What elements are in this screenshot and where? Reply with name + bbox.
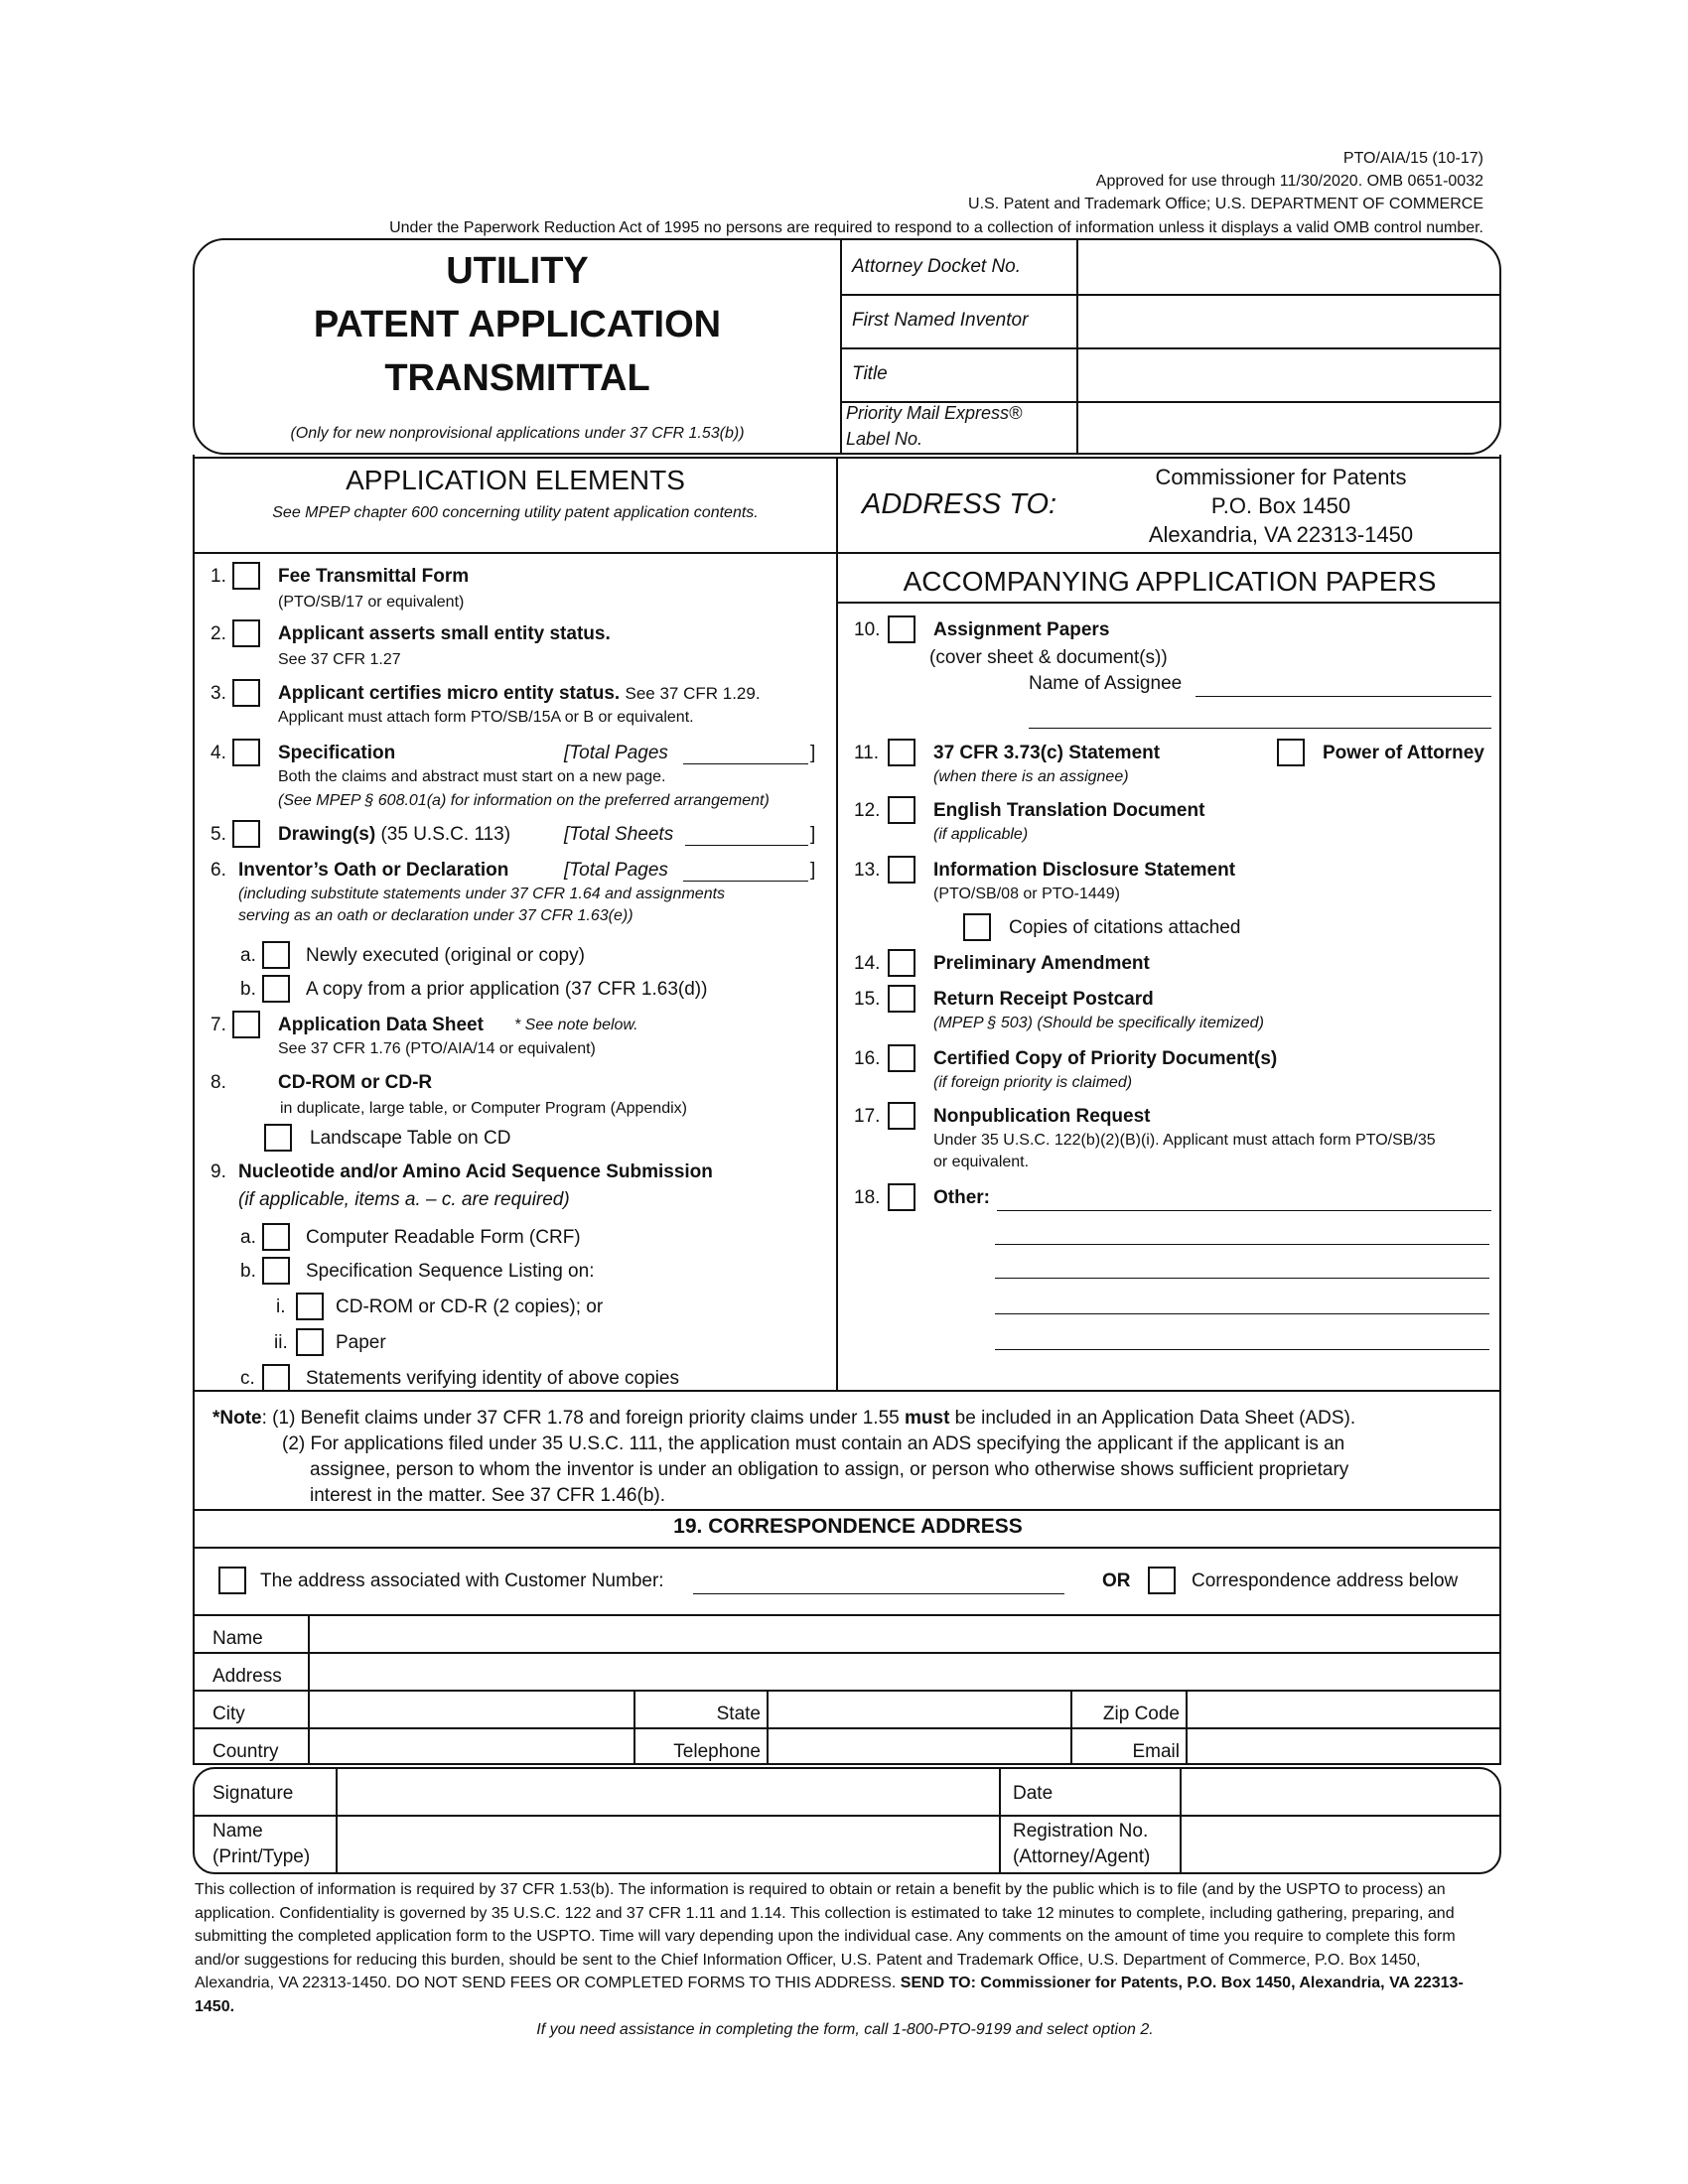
- docket-label: Attorney Docket No.: [852, 256, 1022, 277]
- state-input[interactable]: [771, 1694, 1066, 1725]
- item-2-number: 2.: [211, 623, 226, 644]
- form-id: PTO/AIA/15 (10-17): [1342, 150, 1483, 167]
- registration-label-1: Registration No.: [1013, 1821, 1149, 1842]
- item-11-checkbox[interactable]: [888, 739, 915, 766]
- sig-col-line: [999, 1769, 1001, 1872]
- item-2-label: Applicant asserts small entity status.: [278, 623, 611, 644]
- note-2-line-2: assignee, person to whom the inventor is under an obligation to assign, or person who otherwise shows sufficient proprietary: [310, 1459, 1349, 1480]
- item-4-bracket: ]: [810, 743, 816, 763]
- registration-label-2: (Attorney/Agent): [1013, 1846, 1151, 1867]
- item-9b-number: b.: [240, 1261, 256, 1282]
- addr-col-line: [1070, 1690, 1072, 1765]
- item-5-checkbox[interactable]: [232, 820, 260, 848]
- note-1-text: : (1) Benefit claims under 37 CFR 1.78 and foreign priority claims under 1.55: [261, 1408, 905, 1429]
- item-1-sub: (PTO/SB/17 or equivalent): [278, 594, 465, 611]
- corr-heading-line: [193, 1547, 1501, 1549]
- burden-send-to: SEND TO: Commissioner for Patents, P.O. Box 1450, Alexandria, VA 22313-1450.: [195, 1975, 1464, 2015]
- address-line-1: Commissioner for Patents: [1155, 465, 1407, 489]
- paperwork-text: Under the Paperwork Reduction Act of 1995 no persons are required to respond to a collection of information unless it displays a valid OMB control number.: [389, 219, 1483, 236]
- item-6a-checkbox[interactable]: [262, 941, 290, 969]
- assistance-text: If you need assistance in completing the form, call 1-800-PTO-9199 and select option 2.: [536, 2021, 1154, 2038]
- item-10-label: Assignment Papers: [933, 619, 1110, 640]
- item-8-landscape-checkbox[interactable]: [264, 1124, 292, 1152]
- item-9bi-checkbox[interactable]: [296, 1293, 324, 1320]
- main-top-line: [193, 457, 1501, 459]
- other-input-3[interactable]: [995, 1253, 1489, 1279]
- power-of-attorney-checkbox[interactable]: [1277, 739, 1305, 766]
- elements-heading: APPLICATION ELEMENTS: [346, 465, 685, 495]
- item-4-label: Specification: [278, 743, 396, 763]
- priority-label-1: Priority Mail Express®: [846, 403, 1023, 423]
- telephone-label: Telephone: [673, 1741, 761, 1762]
- title-line3: TRANSMITTAL: [384, 357, 650, 399]
- item-12-sub: (if applicable): [933, 826, 1029, 843]
- row-line: [841, 294, 1501, 296]
- approval-text: Approved for use through 11/30/2020. OMB 0651-0032: [1095, 173, 1483, 190]
- assignee-input[interactable]: [1196, 671, 1491, 697]
- other-input-5[interactable]: [995, 1324, 1489, 1350]
- customer-number-input[interactable]: [693, 1567, 1064, 1594]
- city-input[interactable]: [312, 1694, 630, 1725]
- item-7-label: Application Data Sheet: [278, 1015, 484, 1035]
- zip-input[interactable]: [1190, 1694, 1493, 1725]
- address-line-2: P.O. Box 1450: [1210, 493, 1351, 518]
- item-6-pages-input[interactable]: [683, 856, 808, 882]
- accompanying-heading: ACCOMPANYING APPLICATION PAPERS: [903, 566, 1437, 597]
- item-7-checkbox[interactable]: [232, 1011, 260, 1038]
- item-16-checkbox[interactable]: [888, 1044, 915, 1072]
- corr-top-line: [193, 1509, 1501, 1511]
- print-name-label-2: (Print/Type): [212, 1846, 311, 1867]
- item-15-checkbox[interactable]: [888, 985, 915, 1013]
- item-13-checkbox[interactable]: [888, 856, 915, 884]
- item-14-checkbox[interactable]: [888, 949, 915, 977]
- name-input[interactable]: [312, 1618, 1493, 1650]
- item-4-pages-input[interactable]: [683, 739, 808, 764]
- item-3-label-ref: See 37 CFR 1.29.: [625, 684, 761, 703]
- sig-col-line: [1180, 1769, 1182, 1872]
- item-12-number: 12.: [854, 800, 881, 821]
- item-9-label: Nucleotide and/or Amino Acid Sequence Submission: [238, 1161, 713, 1182]
- item-3-number: 3.: [211, 683, 226, 704]
- correspondence-below-label: Correspondence address below: [1192, 1570, 1459, 1591]
- addr-line: [193, 1614, 1501, 1616]
- note-2-line-3: interest in the matter. See 37 CFR 1.46(b).: [310, 1485, 666, 1506]
- item-9bii-label: Paper: [336, 1332, 386, 1353]
- item-17-sub2: or equivalent.: [933, 1154, 1030, 1170]
- item-16-label: Certified Copy of Priority Document(s): [933, 1048, 1278, 1069]
- name-label: Name: [212, 1628, 263, 1649]
- item-14-number: 14.: [854, 953, 881, 974]
- signature-input[interactable]: [340, 1771, 995, 1813]
- item-6a-number: a.: [240, 945, 256, 966]
- item-18-label: Other:: [933, 1187, 990, 1208]
- sig-row-line: [195, 1815, 1499, 1817]
- item-3-checkbox[interactable]: [232, 679, 260, 707]
- item-8-landscape-label: Landscape Table on CD: [310, 1128, 511, 1149]
- elements-subheading: See MPEP chapter 600 concerning utility patent application contents.: [272, 504, 759, 521]
- item-13-label: Information Disclosure Statement: [933, 860, 1236, 881]
- print-name-label-1: Name: [212, 1821, 263, 1842]
- item-4-checkbox[interactable]: [232, 739, 260, 766]
- state-label: State: [716, 1704, 761, 1724]
- item-13-sub: (PTO/SB/08 or PTO-1449): [933, 886, 1120, 902]
- item-7-sub: See 37 CFR 1.76 (PTO/AIA/14 or equivalent): [278, 1040, 596, 1057]
- registration-input[interactable]: [1184, 1819, 1481, 1870]
- item-2-sub: See 37 CFR 1.27: [278, 651, 401, 668]
- correspondence-below-checkbox[interactable]: [1148, 1567, 1176, 1594]
- item-11-label: 37 CFR 3.73(c) Statement: [933, 743, 1161, 763]
- item-1-checkbox[interactable]: [232, 562, 260, 590]
- item-5-label: [278, 824, 510, 846]
- item-5-sheets-input[interactable]: [685, 820, 808, 846]
- address-input[interactable]: [312, 1656, 1493, 1688]
- item-9-sub: (if applicable, items a. – c. are required): [238, 1189, 570, 1210]
- item-4-number: 4.: [211, 743, 226, 763]
- item-9c-number: c.: [240, 1368, 255, 1389]
- headings-line: [193, 552, 1501, 554]
- item-13-citations-label: Copies of citations attached: [1009, 917, 1241, 938]
- note-1-must: must: [905, 1408, 950, 1429]
- addr-line: [193, 1727, 1501, 1729]
- date-label: Date: [1013, 1783, 1054, 1804]
- item-16-sub: (if foreign priority is claimed): [933, 1074, 1133, 1091]
- address-label: Address: [212, 1666, 282, 1687]
- telephone-input[interactable]: [771, 1731, 1066, 1763]
- item-17-number: 17.: [854, 1106, 881, 1127]
- item-10-number: 10.: [854, 619, 881, 640]
- item-3-sub: Applicant must attach form PTO/SB/15A or B or equivalent.: [278, 709, 694, 726]
- title-input[interactable]: [1080, 351, 1477, 399]
- signature-label: Signature: [212, 1783, 294, 1804]
- date-input[interactable]: [1184, 1771, 1481, 1813]
- addr-col-line: [308, 1614, 310, 1765]
- item-3-label: [278, 683, 761, 705]
- item-9a-number: a.: [240, 1227, 256, 1248]
- inventor-input[interactable]: [1080, 298, 1477, 345]
- assignee-input-line2[interactable]: [1029, 701, 1491, 729]
- addr-line: [193, 1690, 1501, 1692]
- note-top-line: [193, 1390, 1501, 1392]
- item-9-number: 9.: [211, 1161, 226, 1182]
- item-9bii-checkbox[interactable]: [296, 1328, 324, 1356]
- title-line1: UTILITY: [446, 250, 589, 292]
- item-5-sheets-label: [Total Sheets: [564, 824, 674, 845]
- docket-input[interactable]: [1080, 244, 1477, 292]
- item-15-number: 15.: [854, 989, 881, 1010]
- addr-col-line: [767, 1690, 769, 1765]
- item-8-number: 8.: [211, 1072, 226, 1093]
- item-6-label: Inventor’s Oath or Declaration: [238, 860, 509, 881]
- item-6-pages-label: [Total Pages: [564, 860, 668, 881]
- other-input-2[interactable]: [995, 1219, 1489, 1245]
- item-6a-label: Newly executed (original or copy): [306, 945, 585, 966]
- item-1-label: Fee Transmittal Form: [278, 566, 470, 587]
- or-label: OR: [1102, 1570, 1131, 1591]
- power-of-attorney-label: Power of Attorney: [1323, 743, 1484, 763]
- item-4-pages-label: [Total Pages: [564, 743, 668, 763]
- item-9c-label: Statements verifying identity of above copies: [306, 1368, 679, 1389]
- customer-number-label: The address associated with Customer Number:: [260, 1570, 664, 1591]
- item-17-label: Nonpublication Request: [933, 1106, 1151, 1127]
- item-8-sub: in duplicate, large table, or Computer Program (Appendix): [280, 1100, 687, 1117]
- inventor-label: First Named Inventor: [852, 310, 1029, 331]
- item-16-number: 16.: [854, 1048, 881, 1069]
- item-17-checkbox[interactable]: [888, 1102, 915, 1130]
- other-input-1[interactable]: [997, 1185, 1491, 1211]
- note-2-line-1: (2) For applications filed under 35 U.S.C. 111, the application must contain an ADS specifying the applicant if the applicant is an: [282, 1433, 1345, 1454]
- item-2-checkbox[interactable]: [232, 619, 260, 647]
- item-12-label: English Translation Document: [933, 800, 1205, 821]
- item-18-number: 18.: [854, 1187, 881, 1208]
- item-6-bracket: ]: [810, 860, 816, 881]
- item-5-label-ref: (35 U.S.C. 113): [380, 824, 511, 845]
- address-to-lines: [1092, 463, 1470, 549]
- item-5-number: 5.: [211, 824, 226, 845]
- note-line-1: [212, 1408, 1355, 1430]
- address-line-3: Alexandria, VA 22313-1450: [1148, 522, 1414, 547]
- item-18-checkbox[interactable]: [888, 1183, 915, 1211]
- item-13-citations-checkbox[interactable]: [963, 913, 991, 941]
- item-3-label-bold: Applicant certifies micro entity status.: [278, 683, 621, 704]
- accompanying-heading-line: [838, 602, 1501, 604]
- sig-col-line: [336, 1769, 338, 1872]
- item-10-checkbox[interactable]: [888, 615, 915, 643]
- priority-input[interactable]: [1080, 405, 1477, 451]
- item-15-sub: [933, 1015, 1264, 1032]
- item-5-bracket: ]: [810, 824, 816, 845]
- note-1-text-end: be included in an Application Data Sheet (ADS).: [949, 1408, 1356, 1429]
- item-9bii-number: ii.: [274, 1332, 288, 1353]
- item-9b-checkbox[interactable]: [262, 1257, 290, 1285]
- item-8-label: CD-ROM or CD-R: [278, 1072, 433, 1093]
- country-input[interactable]: [312, 1731, 630, 1763]
- zip-label: Zip Code: [1102, 1704, 1180, 1724]
- item-7-note: * See note below.: [514, 1017, 638, 1033]
- correspondence-heading: 19. CORRESPONDENCE ADDRESS: [673, 1515, 1023, 1538]
- item-6b-label: A copy from a prior application (37 CFR 1.63(d)): [306, 979, 708, 1000]
- item-7-number: 7.: [211, 1015, 226, 1035]
- customer-number-checkbox[interactable]: [218, 1567, 246, 1594]
- item-9bi-number: i.: [276, 1297, 286, 1317]
- item-13-number: 13.: [854, 860, 881, 881]
- title-field-label: Title: [852, 363, 888, 384]
- item-6-sub2: serving as an oath or declaration under 37 CFR 1.63(e)): [238, 907, 633, 924]
- item-4-sub1: Both the claims and abstract must start on a new page.: [278, 768, 666, 785]
- addr-col-line: [633, 1690, 635, 1765]
- item-11-sub: (when there is an assignee): [933, 768, 1129, 785]
- item-9a-checkbox[interactable]: [262, 1223, 290, 1251]
- addr-line: [193, 1652, 1501, 1654]
- note-star: *Note: [212, 1408, 262, 1429]
- item-5-label-bold: Drawing(s): [278, 824, 376, 845]
- burden-text: This collection of information is required by 37 CFR 1.53(b). The information is required to obtain or retain a benefit by the public which is to file (and by the USPTO to process) an application. Confidentiality is governed by 35 U.S.C. 122 and 37 CFR 1.11 and 1.14. This collection is estimated to take 12 minutes to complete, including gathering, preparing, and submitting the completed application form to the USPTO. Time will vary depending upon the individual case. Any comments on the amount of time you require to complete this form and/or suggestions for reducing this burden, should be sent to the Chief Information Officer, U.S. Patent and Trademark Office, U.S. Department of Commerce, P.O. Box 1450, Alexandria, VA 22313-1450. DO NOT SEND FEES OR COMPLETED FORMS TO THIS ADDRESS.: [195, 1881, 1456, 1991]
- title-note: (Only for new nonprovisional applications under 37 CFR 1.53(b)): [290, 425, 745, 442]
- item-4-sub2: (See MPEP § 608.01(a) for information on the preferred arrangement): [278, 792, 770, 809]
- item-6-sub1: (including substitute statements under 37 CFR 1.64 and assignments: [238, 886, 726, 902]
- item-15-label: Return Receipt Postcard: [933, 989, 1154, 1010]
- item-12-checkbox[interactable]: [888, 796, 915, 824]
- item-15-sub-ref: (MPEP § 503): [933, 1015, 1033, 1031]
- item-17-sub1: Under 35 U.S.C. 122(b)(2)(B)(i). Applicant must attach form PTO/SB/35: [933, 1132, 1436, 1149]
- print-name-input[interactable]: [340, 1819, 995, 1870]
- item-1-number: 1.: [211, 566, 226, 587]
- item-11-number: 11.: [854, 743, 880, 763]
- country-label: Country: [212, 1741, 279, 1762]
- item-9c-checkbox[interactable]: [262, 1364, 290, 1392]
- priority-label-2: Label No.: [846, 429, 923, 449]
- addr-col-line: [1186, 1690, 1188, 1765]
- assignee-label: Name of Assignee: [1029, 673, 1183, 694]
- item-15-sub-note: (Should be specifically itemized): [1037, 1015, 1264, 1031]
- row-line: [841, 347, 1501, 349]
- other-input-4[interactable]: [995, 1289, 1489, 1314]
- fields-divider: [1076, 240, 1078, 453]
- email-input[interactable]: [1190, 1731, 1493, 1763]
- item-6b-number: b.: [240, 979, 256, 1000]
- email-label: Email: [1132, 1741, 1180, 1762]
- item-14-label: Preliminary Amendment: [933, 953, 1150, 974]
- item-6-number: 6.: [211, 860, 226, 881]
- city-label: City: [212, 1704, 245, 1724]
- item-9bi-label: CD-ROM or CD-R (2 copies); or: [336, 1297, 604, 1317]
- address-to-label: ADDRESS TO:: [862, 488, 1057, 520]
- title-line2: PATENT APPLICATION: [313, 304, 722, 345]
- burden-statement: [195, 1878, 1495, 2018]
- item-9a-label: Computer Readable Form (CRF): [306, 1227, 581, 1248]
- office-text: U.S. Patent and Trademark Office; U.S. DEPARTMENT OF COMMERCE: [968, 196, 1483, 212]
- item-9b-label: Specification Sequence Listing on:: [306, 1261, 595, 1282]
- item-10-sub: (cover sheet & document(s)): [929, 647, 1168, 668]
- item-6b-checkbox[interactable]: [262, 975, 290, 1003]
- title-divider: [840, 240, 842, 453]
